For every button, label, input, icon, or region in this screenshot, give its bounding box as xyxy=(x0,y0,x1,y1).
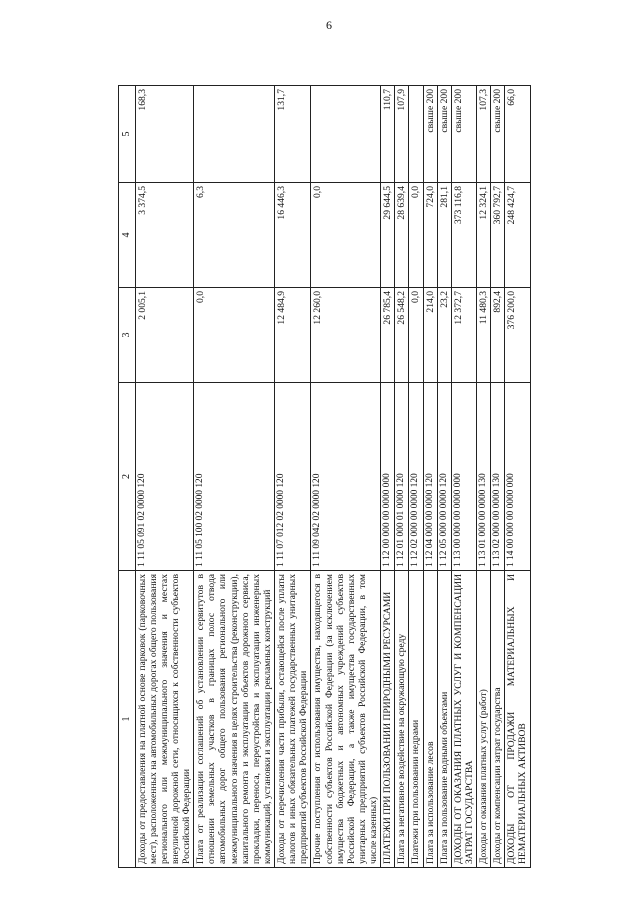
row-col4-cell: 29 644,5 xyxy=(381,183,395,288)
row-col3-cell: 12 260,0 xyxy=(311,288,381,383)
page-number: 6 xyxy=(326,18,332,32)
table-header-row xyxy=(119,86,136,868)
row-col5-cell xyxy=(409,86,423,183)
row-code-cell: 1 11 05 091 02 0000 120 xyxy=(135,383,194,571)
row-code-cell: 1 12 05 000 00 0000 120 xyxy=(437,383,451,571)
table-row xyxy=(395,86,409,868)
row-col5-cell: 66,0 xyxy=(505,86,530,183)
row-col5-cell: 168,3 xyxy=(135,86,194,183)
row-col4-cell: 12 324,1 xyxy=(477,183,491,288)
row-code-cell: 1 13 02 000 00 0000 130 xyxy=(491,383,505,571)
row-col5-cell: 107,9 xyxy=(395,86,409,183)
row-col4-cell: 248 424,7 xyxy=(505,183,530,288)
row-name-cell: Доходы от предоставления на платной основе парковок (парковочных мест), расположенных на автомобильных дорогах общего пользования регионального или межмуниципального значения и местах внеуличной дорожной сети, относящихся к собственности субъектов Российской Федерации xyxy=(135,571,194,868)
row-col3-cell: 12 484,9 xyxy=(275,288,311,383)
table-row xyxy=(275,86,311,868)
row-col3-cell: 26 548,2 xyxy=(395,288,409,383)
row-col5-cell: 107,3 xyxy=(477,86,491,183)
row-col5-cell xyxy=(311,86,381,183)
header-col-2: 2 xyxy=(119,383,136,571)
row-name-cell: Прочие поступления от использования имущества, находящегося в собственности субъектов Российской Федерации (за исключением имущества бюджетных и автономных учреждений субъектов Российской Федерации, а также имущества государственных унитарных предприятий субъектов Российской Федерации, в том числе казенных) xyxy=(311,571,381,868)
row-col4-cell: 3 374,5 xyxy=(135,183,194,288)
table-row xyxy=(505,86,530,868)
row-code-cell: 1 11 05 100 02 0000 120 xyxy=(194,383,275,571)
header-col-1: 1 xyxy=(119,571,136,868)
row-code-cell: 1 12 02 000 00 0000 120 xyxy=(409,383,423,571)
row-name-cell: Плата за негативное воздействие на окружающую среду xyxy=(395,571,409,868)
row-col4-cell: 281,1 xyxy=(437,183,451,288)
row-name-cell: Доходы от компенсации затрат государства xyxy=(491,571,505,868)
row-name-cell: ДОХОДЫ ОТ ОКАЗАНИЯ ПЛАТНЫХ УСЛУГ И КОМПЕНСАЦИИ ЗАТРАТ ГОСУДАРСТВА xyxy=(451,571,476,868)
row-col4-cell: 28 639,4 xyxy=(395,183,409,288)
row-col5-cell: свыше 200 xyxy=(451,86,476,183)
row-name-cell: Плата от реализации соглашений об установлении сервитутов в отношении земельных участков в границах полос отвода автомобильных дорог общего пользования регионального или межмуниципального значения в целях строительства (реконструкции), капитального ремонта и эксплуатации объектов дорожного сервиса, прокладки, переноса, переустройства и эксплуатации инженерных коммуникаций, установки и эксплуатации рекламных конструкций xyxy=(194,571,275,868)
table-row xyxy=(409,86,423,868)
row-col5-cell: свыше 200 xyxy=(437,86,451,183)
header-col-3: 3 xyxy=(119,288,136,383)
row-col5-cell: 131,7 xyxy=(275,86,311,183)
header-col-5: 5 xyxy=(119,86,136,183)
row-name-cell: Доходы от оказания платных услуг (работ) xyxy=(477,571,491,868)
row-col3-cell: 12 372,7 xyxy=(451,288,476,383)
budget-revenue-table xyxy=(118,85,531,868)
row-col4-cell: 373 116,8 xyxy=(451,183,476,288)
row-col4-cell: 0,0 xyxy=(311,183,381,288)
table-row xyxy=(423,86,437,868)
row-name-cell: Доходы от перечисления части прибыли, остающейся после уплаты налогов и иных обязательных платежей государственных унитарных предприятий субъектов Российской Федерации xyxy=(275,571,311,868)
row-col3-cell: 892,4 xyxy=(491,288,505,383)
table-row xyxy=(194,86,275,868)
row-col3-cell: 376 200,0 xyxy=(505,288,530,383)
row-col4-cell: 16 446,3 xyxy=(275,183,311,288)
row-code-cell: 1 13 01 000 00 0000 130 xyxy=(477,383,491,571)
rotated-table-container xyxy=(118,86,608,868)
row-code-cell: 1 12 01 000 01 0000 120 xyxy=(395,383,409,571)
table-row xyxy=(491,86,505,868)
row-col3-cell: 23,2 xyxy=(437,288,451,383)
row-name-cell: Платежи при пользовании недрами xyxy=(409,571,423,868)
row-col3-cell: 0,0 xyxy=(194,288,275,383)
table-row xyxy=(135,86,194,868)
row-col4-cell: 6,3 xyxy=(194,183,275,288)
table-row xyxy=(451,86,476,868)
row-col3-cell: 0,0 xyxy=(409,288,423,383)
table-row xyxy=(437,86,451,868)
row-code-cell: 1 11 07 012 02 0000 120 xyxy=(275,383,311,571)
row-col4-cell: 724,0 xyxy=(423,183,437,288)
row-name-cell: Плата за использование лесов xyxy=(423,571,437,868)
row-code-cell: 1 13 00 000 00 0000 000 xyxy=(451,383,476,571)
row-col5-cell: 110,7 xyxy=(381,86,395,183)
row-col3-cell: 26 785,4 xyxy=(381,288,395,383)
row-col3-cell: 11 480,3 xyxy=(477,288,491,383)
row-name-cell: ДОХОДЫ ОТ ПРОДАЖИ МАТЕРИАЛЬНЫХ И НЕМАТЕРИАЛЬНЫХ АКТИВОВ xyxy=(505,571,530,868)
table-row xyxy=(311,86,381,868)
row-col5-cell xyxy=(194,86,275,183)
row-col4-cell: 360 792,7 xyxy=(491,183,505,288)
row-name-cell: ПЛАТЕЖИ ПРИ ПОЛЬЗОВАНИИ ПРИРОДНЫМИ РЕСУРСАМИ xyxy=(381,571,395,868)
table-body xyxy=(135,86,530,868)
row-col3-cell: 214,0 xyxy=(423,288,437,383)
row-col5-cell: свыше 200 xyxy=(491,86,505,183)
header-col-4: 4 xyxy=(119,183,136,288)
row-col3-cell: 2 005,1 xyxy=(135,288,194,383)
table-row xyxy=(477,86,491,868)
row-code-cell: 1 11 09 042 02 0000 120 xyxy=(311,383,381,571)
row-code-cell: 1 14 00 000 00 0000 000 xyxy=(505,383,530,571)
row-col5-cell: свыше 200 xyxy=(423,86,437,183)
row-code-cell: 1 12 00 000 00 0000 000 xyxy=(381,383,395,571)
row-code-cell: 1 12 04 000 00 0000 120 xyxy=(423,383,437,571)
table-row xyxy=(381,86,395,868)
row-col4-cell: 0,0 xyxy=(409,183,423,288)
row-name-cell: Плата за пользование водными объектами xyxy=(437,571,451,868)
